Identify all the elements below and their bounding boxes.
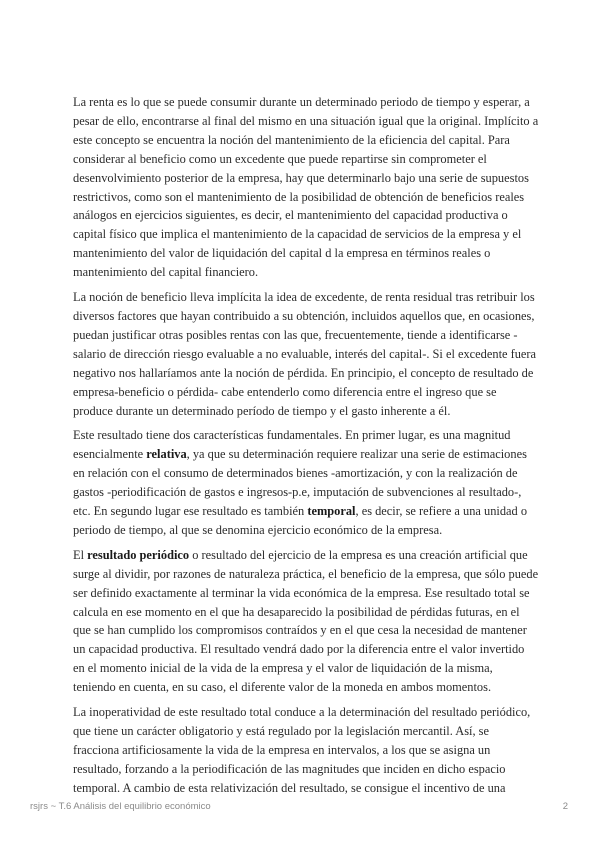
text-line: gastos -periodificación de gastos e ingresos-p.e, imputación de subvenciones al resultado-, [73, 485, 522, 500]
paragraph-beneficio [73, 288, 537, 420]
text-run: , es decir, se refiere a una unidad o [355, 504, 528, 519]
text-line: mantenimiento del capital financiero. [73, 265, 259, 280]
document-body [73, 93, 539, 804]
paragraph-inoperatividad [73, 703, 529, 798]
paragraph-renta [73, 93, 539, 282]
text-line: negativo nos hallaríamos ante la noción de pérdida. En principio, el concepto de resultado de [73, 365, 534, 380]
paragraph-caracteristicas [73, 426, 529, 539]
text-line: salario de dirección riesgo evaluable a no evaluable, interés del capital-. Si el excedente fuera [73, 346, 537, 361]
text-line: desenvolvimiento posterior de la empresa, hay que determinarlo bajo una serie de supuestos [73, 170, 529, 185]
text-line: este concepto se encuentra la noción del mantenimiento de la eficiencia del capital. Para [73, 132, 510, 147]
text-line: en el momento inicial de la vida de la empresa y el valor de liquidación de la misma, [73, 661, 493, 676]
text-line: considerar al beneficio como un excedente que puede repartirse sin comprometer el [73, 151, 487, 166]
text-line: surge al dividir, por razones de naturaleza práctica, el beneficio de la empresa, que sólo puede [73, 566, 539, 581]
text-line: teniendo en cuenta, en su caso, el diferente valor de la moneda en ambos momentos. [73, 680, 492, 695]
text-line: capital físico que implica el mantenimiento de la capacidad de servicios de la empresa y el [73, 227, 522, 242]
text-line: que se han cumplido los compromisos contraídos y en el que cesa la necesidad de mantener [73, 623, 527, 638]
text-run: esencialmente [73, 447, 147, 462]
emphasis-relativa: relativa [146, 447, 187, 462]
text-run: , ya que su determinación requiere realizar una serie de estimaciones [186, 447, 527, 462]
emphasis-resultado-periodico: resultado periódico [87, 547, 190, 562]
text-line: calcula en ese momento en el que ha desaparecido la posibilidad de pérdidas futuras, en el [73, 604, 520, 619]
text-line: pesar de ello, encontrarse al final del mismo en una situación igual que la original. Implícito a [73, 113, 539, 128]
text-line: resultado, forzando a la periodificación de las magnitudes que inciden en dicho espacio [73, 761, 506, 776]
text-line: periodo de tiempo, al que se denomina ejercicio económico de la empresa. [73, 522, 443, 537]
text-line: puedan justificar otras posibles rentas con las que, frecuentemente, tiende a identificarse - [73, 327, 518, 342]
text-line: produce durante un determinado período de tiempo y el gasto inherente a él. [73, 403, 451, 418]
text-line: mantenimiento del valor de liquidación del capital d la empresa en términos reales o [73, 246, 491, 261]
text-line: análogos en ejercicios siguientes, es decir, el mantenimiento del capacidad productiva o [73, 208, 508, 223]
text-line: restrictivos, como son el mantenimiento de la posibilidad de obtención de beneficios reales [73, 189, 525, 204]
text-line [73, 502, 529, 521]
text-line: La noción de beneficio lleva implícita la idea de excedente, de renta residual tras retribuir los [73, 290, 535, 305]
text-line: Este resultado tiene dos características fundamentales. En primer lugar, es una magnitud [73, 428, 511, 443]
text-line: temporal. A cambio de esta relativización del resultado, se consigue el incentivo de una [73, 780, 506, 795]
text-run: etc. En segundo lugar ese resultado es también [73, 504, 308, 519]
footer-title: rsjrs ~ T.6 Análisis del equilibrio económico [30, 801, 211, 812]
text-line: que tiene un carácter obligatorio y está regulado por la legislación mercantil. Así, se [73, 724, 489, 738]
paragraph-resultado-periodico [73, 546, 539, 697]
text-run: o resultado del ejercicio de la empresa es una creación artificial que [189, 547, 528, 562]
text-line: en relación con el consumo de determinados bienes -amortización, y con la realización de [73, 466, 518, 481]
text-line [73, 546, 529, 565]
text-line: La inoperatividad de este resultado total conduce a la determinación del resultado periódico, [73, 705, 531, 720]
emphasis-temporal: temporal [307, 504, 356, 519]
text-run: El [73, 547, 88, 562]
text-line: un capacidad productiva. El resultado vendrá dado por la diferencia entre el valor invertido [73, 642, 525, 657]
text-line: empresa-beneficio o pérdida- cabe entenderlo como diferencia entre el ingreso que se [73, 384, 497, 399]
text-line: ser definido exactamente al terminar la vida económica de la empresa. Ese resultado total se [73, 585, 530, 600]
text-line: diversos factores que hayan contribuido a su obtención, incluidos aquellos que, en ocasiones, [73, 308, 535, 323]
text-line [73, 445, 529, 464]
page-number: 2 [562, 801, 568, 812]
text-line: La renta es lo que se puede consumir durante un determinado periodo de tiempo y esperar, a [73, 95, 530, 109]
text-line: fracciona artificiosamente la vida de la empresa en intervalos, a los que se asigna un [73, 742, 491, 757]
